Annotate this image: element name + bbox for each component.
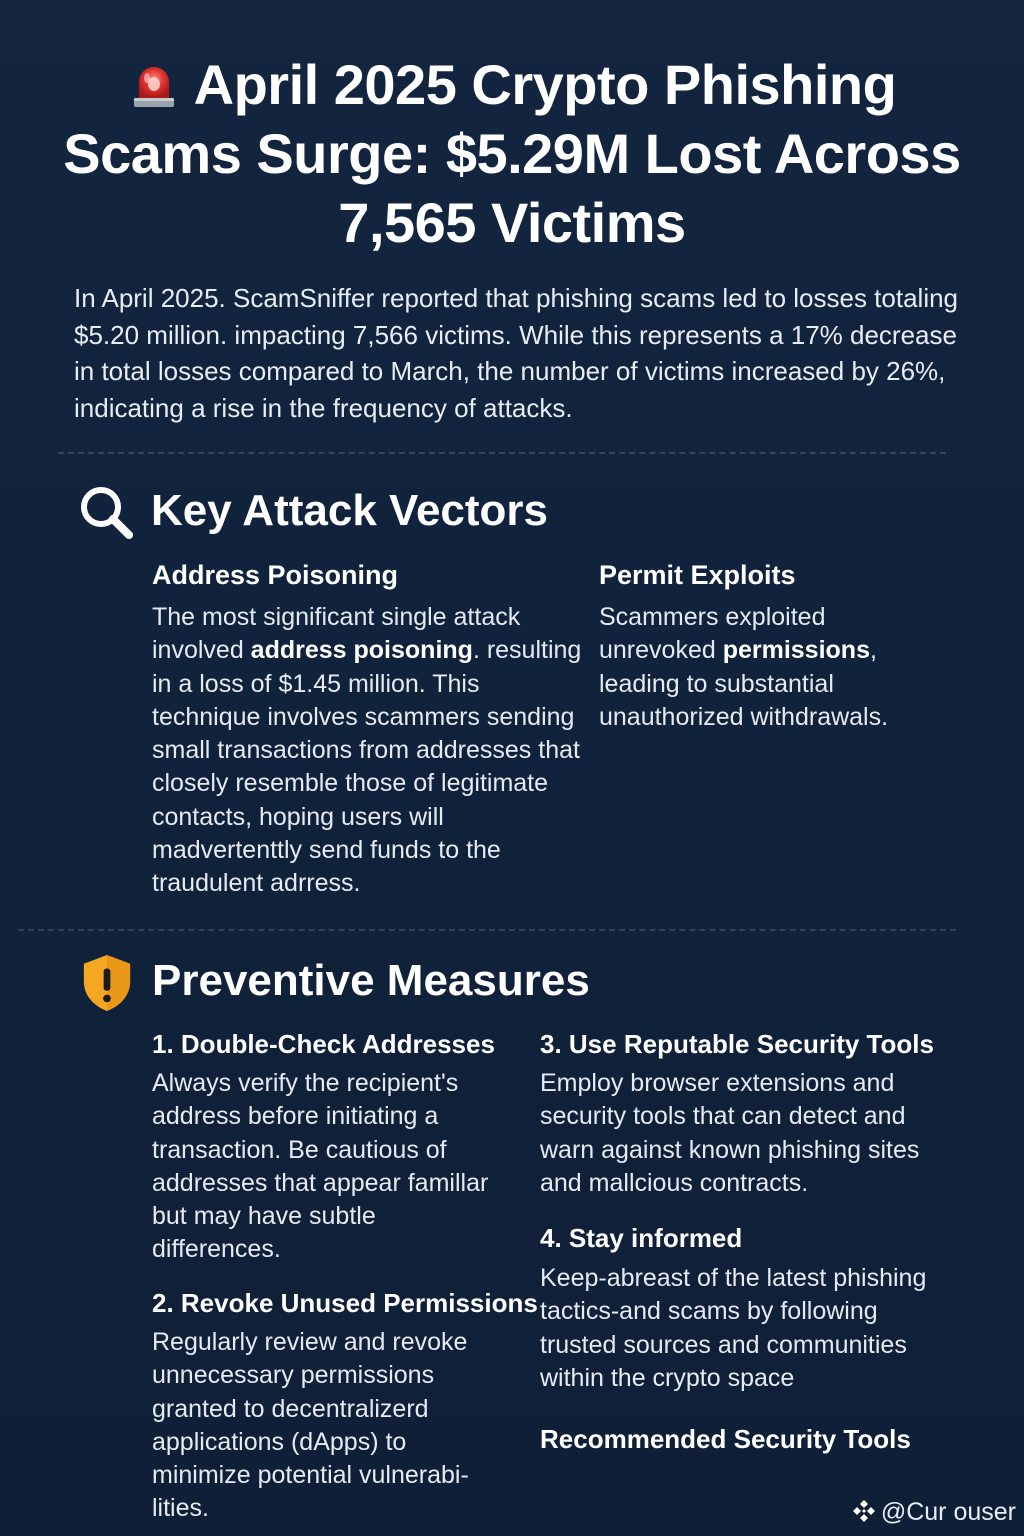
permit-exploits-text	[599, 601, 909, 734]
permit-exploits-bold: permissions	[722, 636, 870, 665]
permit-exploits-title: Permit Exploits	[599, 560, 796, 590]
attack-vectors-heading: Key Attack Vectors	[151, 486, 549, 535]
siren-icon	[128, 58, 180, 110]
measure-3-title: 3. Use Reputable Security Tools	[540, 1029, 934, 1059]
measure-1-text: Always verify the recipient's address before initiating a transaction. Be cautious of addresses that appear famillar but may have subtle differences.	[152, 1069, 489, 1264]
recommended-tools-label: Recommended Security Tools	[540, 1424, 911, 1454]
measure-4-text: Keep-abreast of the latest phishing tactics-and scams by following trusted sources and communities within the crypto space	[540, 1264, 927, 1392]
permit-exploits-text-start: Scammers exploited unrevoked	[599, 603, 826, 665]
title-line-3: 7,565 Victims	[338, 191, 686, 254]
watermark	[851, 1496, 1016, 1528]
permit-exploits-text-end: , leading to substantial unauthorized withdrawals.	[599, 636, 889, 731]
measure-2-text: Regularly review and revoke unnecessary permissions granted to decentralizerd applications (dApps) to minimize potential vulnerabi-lities.	[152, 1328, 469, 1523]
measure-1-title: 1. Double-Check Addresses	[152, 1029, 495, 1059]
preventive-heading: Preventive Measures	[152, 956, 590, 1005]
divider	[58, 452, 946, 454]
address-poisoning-text-start: The most significant single attack involved	[152, 603, 521, 665]
measure-3-text: Employ browser extensions and security tools that can detect and warn against known phishing sites and mallcious contracts.	[540, 1069, 920, 1197]
divider	[18, 929, 956, 931]
measure-2-title: 2. Revoke Unused Permissions	[152, 1288, 538, 1318]
page-title	[60, 50, 964, 257]
address-poisoning-title: Address Poisoning	[152, 560, 399, 590]
address-poisoning-text-end: . resulting in a loss of $1.45 million. This technique involves scammers sending small transactions from addresses that closely resemble those of legitimate contacts, hoping users will madvertenttly send funds to the traudulent adrress.	[152, 636, 582, 898]
shield-warning-icon	[80, 952, 134, 1014]
binance-diamond-icon	[851, 1498, 877, 1524]
magnifier-icon	[76, 482, 136, 542]
watermark-text: @Cur ouser	[880, 1498, 1016, 1526]
title-line-2: Scams Surge: $5.29M Lost Across	[63, 122, 961, 185]
address-poisoning-text	[152, 601, 582, 901]
measure-4-title: 4. Stay informed	[540, 1223, 743, 1253]
address-poisoning-bold: address poisoning	[250, 636, 473, 665]
title-line-1: April 2025 Crypto Phishing	[193, 53, 897, 116]
intro-paragraph: In April 2025. ScamSniffer reported that phishing scams led to losses totaling $5.20 million. impacting 7,566 victims. While this represents a 17% decrease in total losses compared to March, the number of victims increased by 26%, indicating a rise in the frequency of attacks.	[74, 283, 959, 423]
